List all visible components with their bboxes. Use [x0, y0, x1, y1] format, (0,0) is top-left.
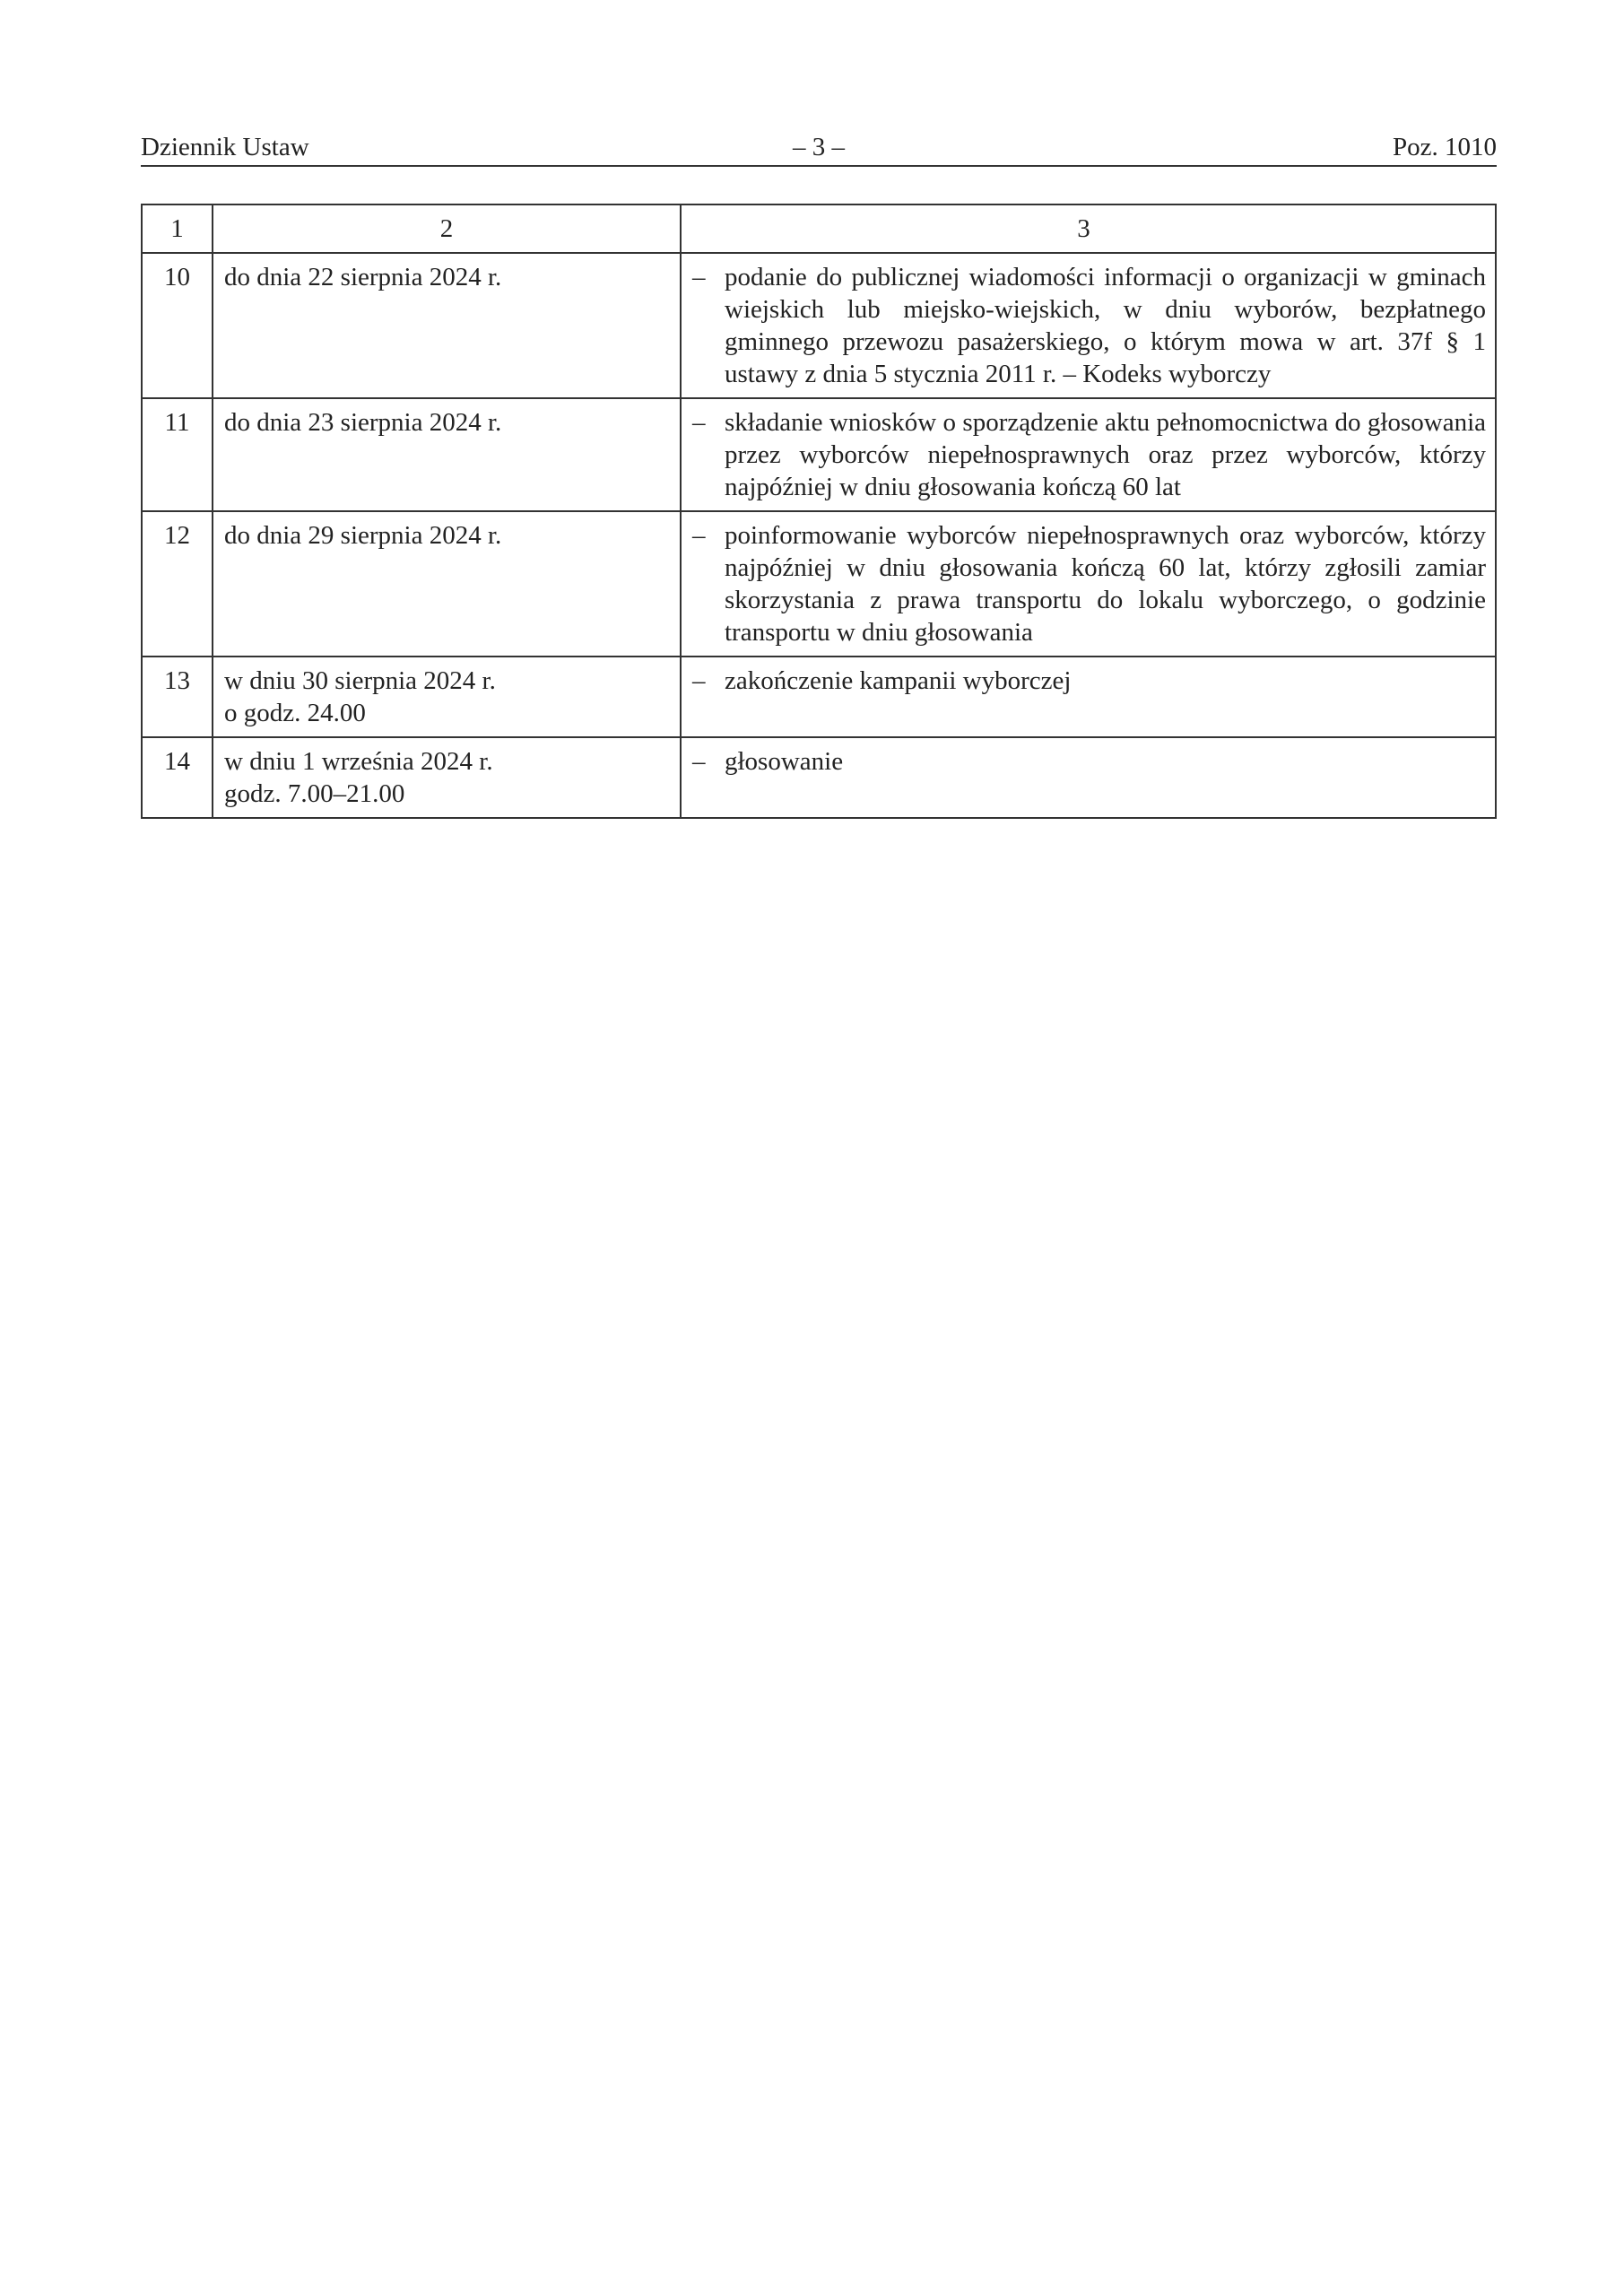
row-description	[681, 737, 1496, 818]
row-description	[681, 657, 1496, 737]
row-number: 13	[142, 657, 213, 737]
row-description-text: zakończenie kampanii wyborczej	[725, 666, 1072, 695]
page-header	[141, 129, 1497, 167]
row-date-line: w dniu 30 sierpnia 2024 r.	[224, 666, 496, 695]
column-header-1: 1	[142, 204, 213, 253]
table-row	[142, 511, 1496, 657]
row-date-line: do dnia 29 sierpnia 2024 r.	[224, 521, 502, 550]
row-date	[213, 511, 681, 657]
row-time-line: godz. 7.00–21.00	[224, 779, 405, 808]
row-description	[681, 511, 1496, 657]
row-time-line: o godz. 24.00	[224, 699, 366, 727]
row-number: 14	[142, 737, 213, 818]
row-date	[213, 657, 681, 737]
row-date-line: w dniu 1 września 2024 r.	[224, 747, 493, 776]
journal-title: Dziennik Ustaw	[141, 133, 309, 161]
row-date	[213, 253, 681, 398]
row-number: 12	[142, 511, 213, 657]
list-dash: –	[692, 408, 706, 437]
row-number: 11	[142, 398, 213, 511]
list-dash: –	[692, 521, 706, 550]
row-description	[681, 253, 1496, 398]
table-row	[142, 657, 1496, 737]
column-header-2: 2	[213, 204, 681, 253]
row-description	[681, 398, 1496, 511]
table-header-row	[142, 204, 1496, 253]
page-number: – 3 –	[793, 133, 845, 161]
row-date	[213, 398, 681, 511]
list-dash: –	[692, 263, 706, 291]
row-description-text: głosowanie	[725, 747, 844, 776]
row-date-line: do dnia 22 sierpnia 2024 r.	[224, 263, 502, 291]
row-date	[213, 737, 681, 818]
table-row	[142, 737, 1496, 818]
row-date-line: do dnia 23 sierpnia 2024 r.	[224, 408, 502, 437]
list-dash: –	[692, 747, 706, 776]
list-dash: –	[692, 666, 706, 695]
table-row	[142, 253, 1496, 398]
row-description-text: podanie do publicznej wiadomości informacji o organizacji w gminach wiejskich lub miejsko-wiejskich, w dniu wyborów, bezpłatnego gminnego przewozu pasażerskiego, o którym mowa w art. 37f § 1 ustawy z dnia 5 stycznia 2011 r. – Kodeks wyborczy	[725, 263, 1486, 388]
position-number: Poz. 1010	[1393, 133, 1497, 161]
row-description-text: składanie wniosków o sporządzenie aktu pełnomocnictwa do głosowania przez wyborców niepełnosprawnych oraz przez wyborców, którzy najpóźniej w dniu głosowania kończą 60 lat	[725, 408, 1486, 501]
row-number: 10	[142, 253, 213, 398]
election-schedule-table	[141, 204, 1497, 819]
row-description-text: poinformowanie wyborców niepełnosprawnych oraz wyborców, którzy najpóźniej w dniu głosowania kończą 60 lat, którzy zgłosili zamiar skorzystania z prawa transportu do lokalu wyborczego, o godzinie transportu w dniu głosowania	[725, 521, 1486, 647]
table-row	[142, 398, 1496, 511]
column-header-3: 3	[681, 204, 1496, 253]
